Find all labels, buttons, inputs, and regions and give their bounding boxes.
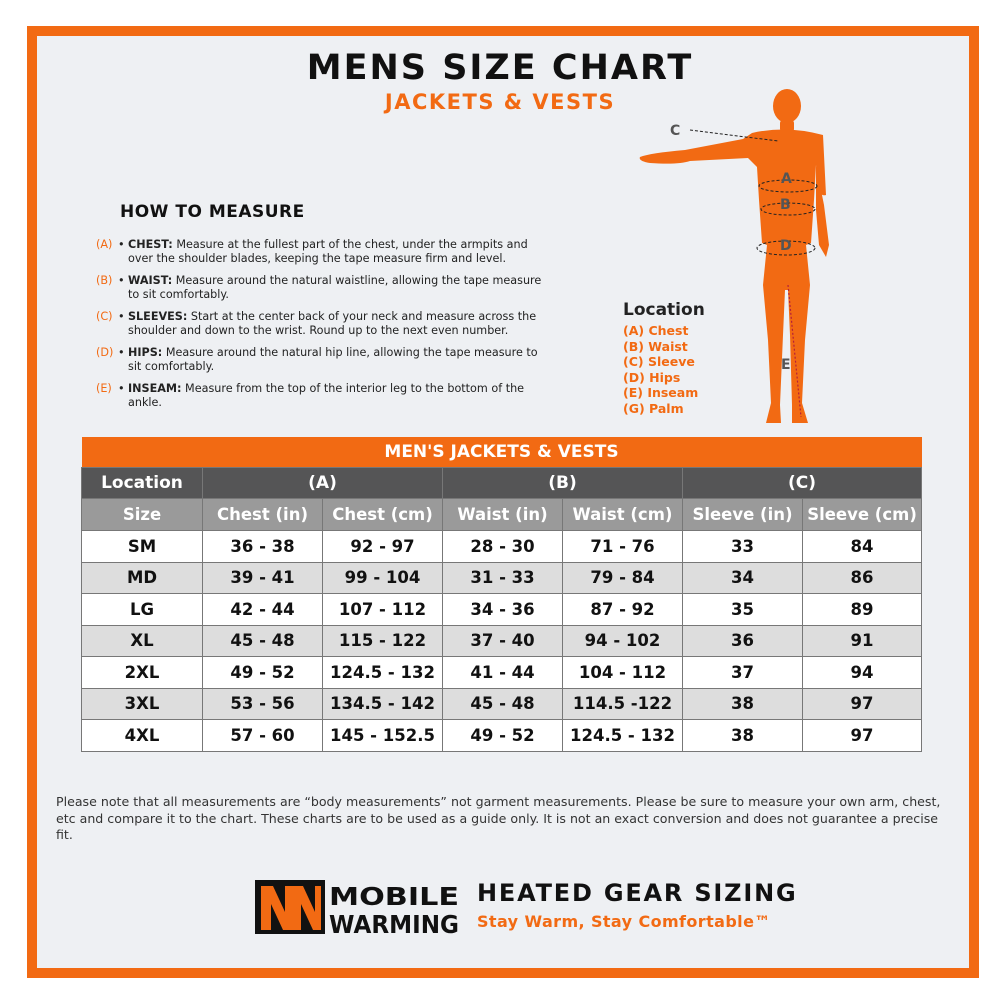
group-b-label: (B) [443, 468, 683, 499]
logo-line-2: WARMING [329, 910, 459, 936]
table-cell: 114.5 -122 [563, 688, 683, 720]
table-band-title: MEN'S JACKETS & VESTS [82, 437, 922, 468]
table-cell: 91 [803, 625, 922, 657]
table-band [82, 437, 922, 468]
table-row [82, 562, 922, 594]
table-cell: 45 - 48 [203, 625, 323, 657]
column-header: Chest (in) [203, 499, 323, 531]
table-cell: 104 - 112 [563, 657, 683, 689]
how-to-measure-heading: HOW TO MEASURE [120, 202, 305, 222]
step-term: HIPS: [128, 346, 163, 359]
table-cell: 89 [803, 594, 922, 626]
page-title: MENS SIZE CHART [306, 48, 694, 88]
table-cell: 4XL [82, 720, 203, 752]
location-legend-heading: Location [623, 300, 705, 320]
table-cell: 94 - 102 [563, 625, 683, 657]
legend-item-inseam: (E) Inseam [623, 385, 699, 400]
table-cell: 2XL [82, 657, 203, 689]
table-row [82, 625, 922, 657]
table-cell: SM [82, 531, 203, 563]
table-cell: 107 - 112 [323, 594, 443, 626]
disclaimer-note: Please note that all measurements are “body measurements” not garment measurements. Please be sure to measure your own arm, chest, etc and compare it to the chart. These charts are to be used as a guide only. It is not an exact conversion and does not guarantee a precise fit. [56, 794, 941, 842]
table-cell: XL [82, 625, 203, 657]
table-cell: 145 - 152.5 [323, 720, 443, 752]
step-text: Measure from the top of the interior leg to the bottom of the ankle. [128, 382, 525, 409]
table-row [82, 657, 922, 689]
table-cell: 57 - 60 [203, 720, 323, 752]
step-term: WAIST: [128, 274, 173, 287]
step-text: Measure at the fullest part of the chest, under the armpits and over the shoulder blades, keeping the tape measure firm and level. [128, 238, 528, 265]
step-inseam [96, 382, 546, 409]
brand-tagline: Stay Warm, Stay Comfortable™ [477, 912, 771, 931]
table-cell: 38 [683, 720, 803, 752]
table-cell: 79 - 84 [563, 562, 683, 594]
table-cell: 34 [683, 562, 803, 594]
table-cell: 28 - 30 [443, 531, 563, 563]
mobile-warming-logo [255, 878, 465, 936]
table-cell: 53 - 56 [203, 688, 323, 720]
table-cell: 97 [803, 688, 922, 720]
table-cell: 36 [683, 625, 803, 657]
logo-mark-icon [255, 880, 325, 934]
column-header: Sleeve (in) [683, 499, 803, 531]
step-code: (C) [96, 310, 113, 323]
bullet: • [118, 346, 125, 359]
table-cell: 37 [683, 657, 803, 689]
table-cell: 115 - 122 [323, 625, 443, 657]
step-code: (B) [96, 274, 113, 287]
bullet: • [118, 310, 125, 323]
how-to-measure-steps [96, 238, 546, 418]
step-term: CHEST: [128, 238, 173, 251]
legend-item-chest: (A) Chest [623, 323, 689, 338]
figure-label-d: D [780, 238, 792, 254]
table-row [82, 720, 922, 752]
size-table [81, 437, 922, 752]
column-header: Chest (cm) [323, 499, 443, 531]
table-row [82, 531, 922, 563]
step-code: (D) [96, 346, 114, 359]
bullet: • [118, 382, 125, 395]
step-term: SLEEVES: [128, 310, 188, 323]
legend-item-hips: (D) Hips [623, 369, 681, 385]
body-silhouette [640, 89, 829, 423]
step-code: (E) [96, 382, 112, 395]
table-cell: 134.5 - 142 [323, 688, 443, 720]
legend-item-palm: (G) Palm [623, 400, 684, 416]
step-text: Measure around the natural waistline, allowing the tape measure to sit comfortably. [128, 274, 542, 301]
bullet: • [118, 274, 125, 287]
step-sleeves [96, 310, 546, 337]
table-cell: LG [82, 594, 203, 626]
table-cell: 39 - 41 [203, 562, 323, 594]
group-c-label: (C) [683, 468, 922, 499]
table-cell: 35 [683, 594, 803, 626]
column-header: Waist (cm) [563, 499, 683, 531]
figure-label-c: C [670, 123, 681, 139]
table-cell: 94 [803, 657, 922, 689]
table-cell: 71 - 76 [563, 531, 683, 563]
table-cell: 38 [683, 688, 803, 720]
table-column-headers [82, 499, 922, 531]
table-cell: 84 [803, 531, 922, 563]
table-group-header [82, 468, 922, 499]
figure-label-b: B [780, 197, 791, 213]
table-row [82, 594, 922, 626]
column-header: Waist (in) [443, 499, 563, 531]
table-cell: 45 - 48 [443, 688, 563, 720]
bullet: • [118, 238, 125, 251]
body-figure-illustration [630, 85, 830, 430]
page-subtitle: JACKETS & VESTS [384, 90, 616, 114]
group-a-label: (A) [203, 468, 443, 499]
legend-item-sleeve: (C) Sleeve [623, 354, 695, 369]
step-text: Measure around the natural hip line, allowing the tape measure to sit comfortably. [128, 346, 538, 373]
legend-item-waist: (B) Waist [623, 338, 688, 354]
table-cell: 34 - 36 [443, 594, 563, 626]
table-cell: 41 - 44 [443, 657, 563, 689]
table-cell: 99 - 104 [323, 562, 443, 594]
step-term: INSEAM: [128, 382, 182, 395]
table-cell: 36 - 38 [203, 531, 323, 563]
table-cell: 49 - 52 [443, 720, 563, 752]
table-cell: 87 - 92 [563, 594, 683, 626]
table-cell: 42 - 44 [203, 594, 323, 626]
step-text: Start at the center back of your neck and measure across the shoulder and down to the wrist. Round up to the next even number. [128, 310, 537, 337]
table-cell: 31 - 33 [443, 562, 563, 594]
logo-line-1: MOBILE [329, 882, 459, 911]
brand-heading: HEATED GEAR SIZING [477, 879, 798, 907]
table-cell: 33 [683, 531, 803, 563]
figure-label-e: E [781, 357, 791, 373]
table-cell: 86 [803, 562, 922, 594]
step-chest [96, 238, 546, 265]
figure-label-a: A [781, 171, 792, 187]
step-code: (A) [96, 238, 113, 251]
column-header: Size [82, 499, 203, 531]
table-cell: 3XL [82, 688, 203, 720]
table-cell: 92 - 97 [323, 531, 443, 563]
step-waist [96, 274, 546, 301]
table-cell: 124.5 - 132 [563, 720, 683, 752]
step-hips [96, 346, 546, 373]
group-location-label: Location [82, 468, 203, 499]
table-cell: MD [82, 562, 203, 594]
table-cell: 124.5 - 132 [323, 657, 443, 689]
column-header: Sleeve (cm) [803, 499, 922, 531]
table-cell: 49 - 52 [203, 657, 323, 689]
table-cell: 97 [803, 720, 922, 752]
table-row [82, 688, 922, 720]
table-cell: 37 - 40 [443, 625, 563, 657]
